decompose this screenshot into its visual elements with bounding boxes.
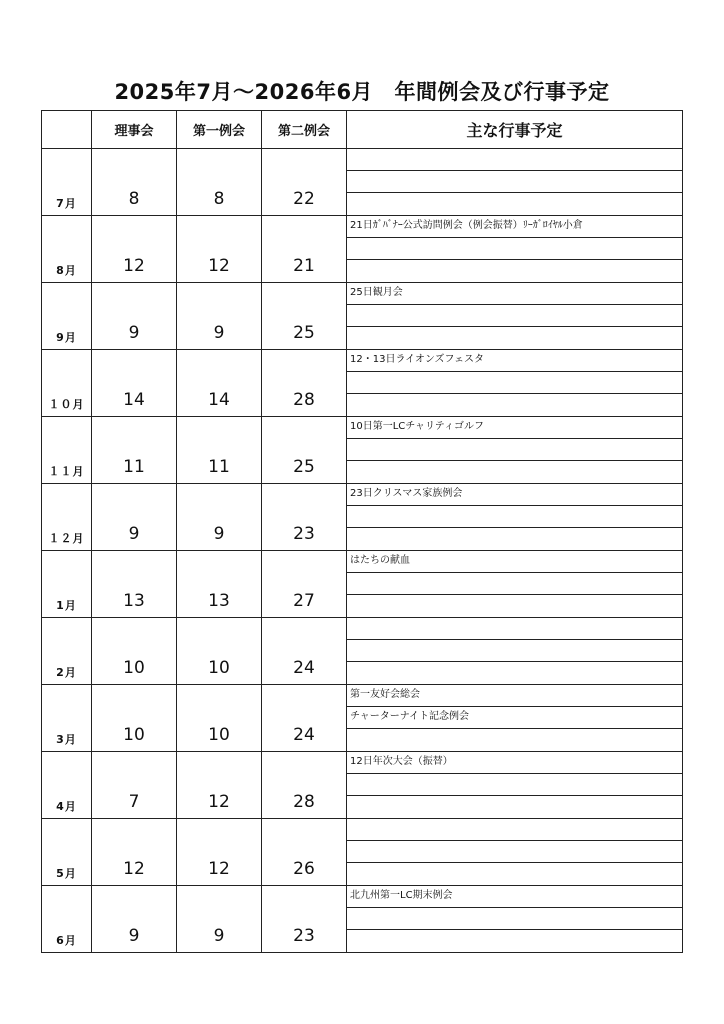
table-row — [42, 618, 683, 685]
board-meeting-date: 9 — [92, 283, 177, 350]
month-cell: １２月 — [42, 484, 92, 551]
first-meeting-date: 14 — [177, 350, 262, 417]
first-meeting-date: 9 — [177, 484, 262, 551]
second-meeting-date: 23 — [262, 484, 347, 551]
event-line — [347, 595, 682, 617]
event-line — [347, 372, 682, 394]
table-row — [42, 216, 683, 283]
second-meeting-date: 24 — [262, 685, 347, 752]
table-row — [42, 752, 683, 819]
table-row — [42, 685, 683, 752]
event-line — [347, 640, 682, 662]
first-meeting-date: 11 — [177, 417, 262, 484]
month-cell: 6月 — [42, 886, 92, 953]
event-line — [347, 461, 682, 483]
board-meeting-date: 10 — [92, 685, 177, 752]
events-cell — [347, 752, 683, 819]
table-row — [42, 149, 683, 216]
table-row — [42, 819, 683, 886]
table-row — [42, 417, 683, 484]
events-cell — [347, 886, 683, 953]
first-meeting-column-header: 第一例会 — [177, 111, 262, 149]
first-meeting-date: 9 — [177, 283, 262, 350]
month-cell: 1月 — [42, 551, 92, 618]
event-line: 12・13日ライオンズフェスタ — [347, 350, 682, 372]
event-line — [347, 908, 682, 930]
event-line: 25日観月会 — [347, 283, 682, 305]
board-meeting-date: 10 — [92, 618, 177, 685]
event-line — [347, 171, 682, 193]
second-meeting-date: 26 — [262, 819, 347, 886]
event-line — [347, 774, 682, 796]
first-meeting-date: 12 — [177, 819, 262, 886]
event-line — [347, 573, 682, 595]
event-line: 北九州第一LC期末例会 — [347, 886, 682, 908]
board-meeting-date: 12 — [92, 216, 177, 283]
month-cell: １１月 — [42, 417, 92, 484]
board-meeting-date: 7 — [92, 752, 177, 819]
board-meeting-date: 9 — [92, 886, 177, 953]
event-line — [347, 149, 682, 171]
board-meeting-date: 13 — [92, 551, 177, 618]
events-cell — [347, 350, 683, 417]
event-line: チャーターナイト記念例会 — [347, 707, 682, 729]
board-meeting-date: 9 — [92, 484, 177, 551]
table-row — [42, 350, 683, 417]
event-line: 第一友好会総会 — [347, 685, 682, 707]
event-line — [347, 863, 682, 885]
second-meeting-date: 25 — [262, 417, 347, 484]
event-line — [347, 506, 682, 528]
first-meeting-date: 10 — [177, 685, 262, 752]
events-cell — [347, 819, 683, 886]
second-meeting-date: 21 — [262, 216, 347, 283]
schedule-table — [41, 110, 683, 953]
month-cell: 3月 — [42, 685, 92, 752]
events-cell — [347, 484, 683, 551]
second-meeting-column-header: 第二例会 — [262, 111, 347, 149]
event-line — [347, 930, 682, 952]
month-cell: 5月 — [42, 819, 92, 886]
board-meeting-date: 12 — [92, 819, 177, 886]
event-line — [347, 260, 682, 282]
event-line — [347, 729, 682, 751]
second-meeting-date: 25 — [262, 283, 347, 350]
month-column-header — [42, 111, 92, 149]
events-cell — [347, 283, 683, 350]
second-meeting-date: 23 — [262, 886, 347, 953]
first-meeting-date: 12 — [177, 216, 262, 283]
table-row — [42, 283, 683, 350]
event-line: 10日第一LCチャリティゴルフ — [347, 417, 682, 439]
first-meeting-date: 10 — [177, 618, 262, 685]
event-line — [347, 394, 682, 416]
events-cell — [347, 417, 683, 484]
event-line — [347, 238, 682, 260]
month-cell: 9月 — [42, 283, 92, 350]
event-line — [347, 841, 682, 863]
board-meeting-date: 11 — [92, 417, 177, 484]
events-column-header: 主な行事予定 — [347, 111, 683, 149]
events-cell — [347, 618, 683, 685]
event-line: はたちの献血 — [347, 551, 682, 573]
month-cell: 7月 — [42, 149, 92, 216]
events-cell — [347, 685, 683, 752]
month-cell: 2月 — [42, 618, 92, 685]
board-meeting-date: 14 — [92, 350, 177, 417]
month-cell: 8月 — [42, 216, 92, 283]
board-meeting-date: 8 — [92, 149, 177, 216]
table-row — [42, 551, 683, 618]
event-line: 12日年次大会（振替） — [347, 752, 682, 774]
first-meeting-date: 12 — [177, 752, 262, 819]
second-meeting-date: 28 — [262, 752, 347, 819]
table-row — [42, 484, 683, 551]
board-meeting-column-header: 理事会 — [92, 111, 177, 149]
second-meeting-date: 28 — [262, 350, 347, 417]
first-meeting-date: 9 — [177, 886, 262, 953]
page-title: 2025年7月～2026年6月 年間例会及び行事予定 — [114, 80, 610, 104]
event-line — [347, 327, 682, 349]
month-cell: 4月 — [42, 752, 92, 819]
second-meeting-date: 27 — [262, 551, 347, 618]
event-line: 21日ｶﾞﾊﾞﾅｰ公式訪問例会（例会振替）ﾘｰｶﾞﾛｲﾔﾙ小倉 — [347, 216, 682, 238]
event-line — [347, 819, 682, 841]
header-row — [42, 111, 683, 149]
first-meeting-date: 13 — [177, 551, 262, 618]
events-cell — [347, 216, 683, 283]
events-cell — [347, 551, 683, 618]
first-meeting-date: 8 — [177, 149, 262, 216]
event-line: 23日クリスマス家族例会 — [347, 484, 682, 506]
event-line — [347, 439, 682, 461]
table-row — [42, 886, 683, 953]
event-line — [347, 618, 682, 640]
event-line — [347, 305, 682, 327]
event-line — [347, 796, 682, 818]
event-line — [347, 193, 682, 215]
event-line — [347, 528, 682, 550]
second-meeting-date: 22 — [262, 149, 347, 216]
event-line — [347, 662, 682, 684]
month-cell: １０月 — [42, 350, 92, 417]
events-cell — [347, 149, 683, 216]
second-meeting-date: 24 — [262, 618, 347, 685]
